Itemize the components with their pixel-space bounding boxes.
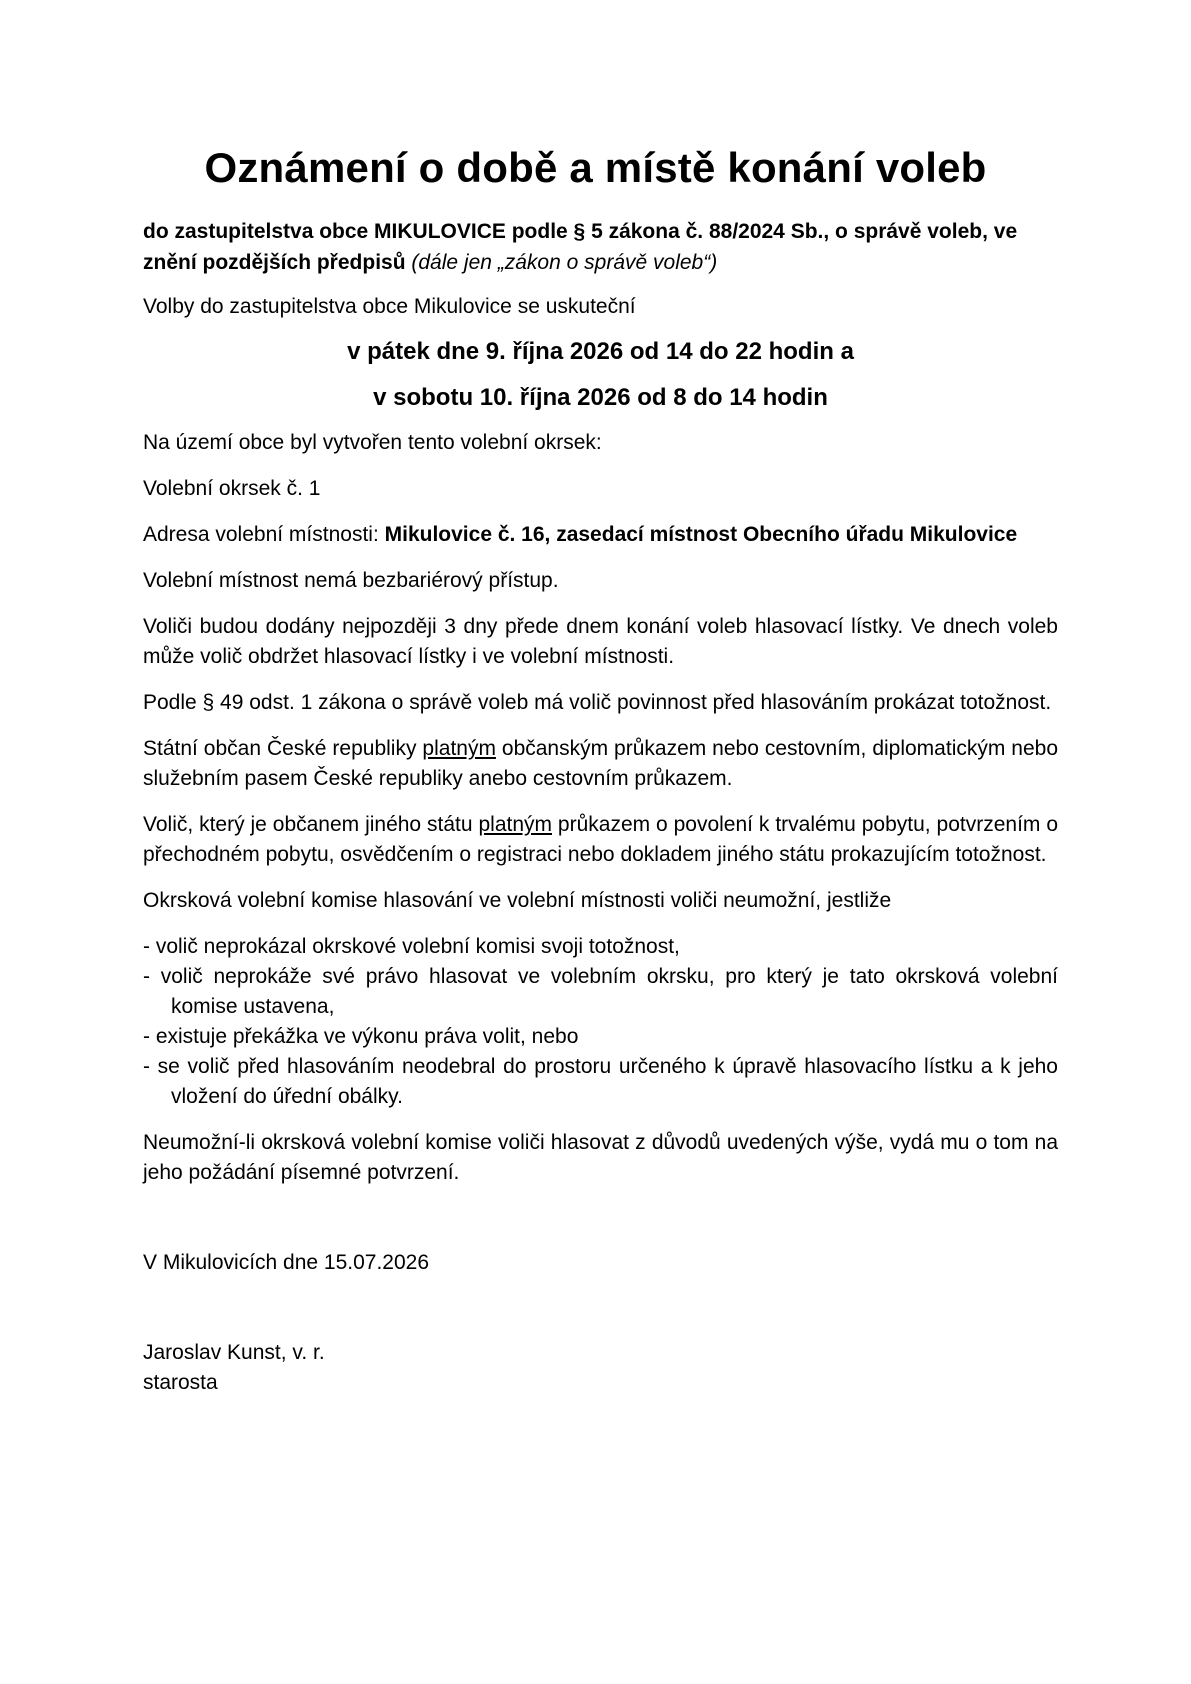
election-date-saturday: v sobotu 10. října 2026 od 8 do 14 hodin (373, 384, 828, 411)
district-intro: Na území obce byl vytvořen tento volební okrsek: (143, 431, 602, 454)
list-item: - volič neprokáže své právo hlasovat ve volebním okrsku, pro který je tato okrsková volební komise ustavena, (143, 965, 1058, 1018)
polling-address (143, 520, 1058, 550)
accessibility-note: Volební místnost nemá bezbariérový přístup. (143, 569, 559, 592)
polling-address-label: Adresa volební místnosti: (143, 523, 385, 546)
place-and-date: V Mikulovicích dne 15.07.2026 (143, 1251, 430, 1274)
foreigner-id-after: průkazem o povolení k trvalému pobytu, potvrzením o přechodném pobytu, osvědčením o registraci nebo dokladem jiného státu prokazujícím totožnost. (143, 813, 1059, 866)
district-name: Volební okrsek č. 1 (143, 477, 321, 500)
foreigner-id-before: Volič, který je občanem jiného státu (143, 813, 479, 836)
polling-address-value: Mikulovice č. 16, zasedací místnost Obecního úřadu Mikulovice (384, 523, 1018, 546)
document-subtitle (143, 216, 1058, 278)
identity-rule: Podle § 49 odst. 1 zákona o správě voleb má volič povinnost před hlasováním prokázat totožnost. (143, 691, 1052, 714)
election-intro: Volby do zastupitelstva obce Mikulovice se uskuteční (143, 295, 636, 318)
citizen-id-after: občanským průkazem nebo cestovním, diplomatickým nebo služebním pasem České republiky anebo cestovním průkazem. (143, 737, 1059, 790)
confirmation-note: Neumožní-li okrsková volební komise voliči hlasovat z důvodů uvedených výše, vydá mu o tom na jeho požádání písemné potvrzení. (143, 1131, 1058, 1184)
citizen-id-underlined: platným (422, 737, 496, 760)
list-item: - se volič před hlasováním neodebral do prostoru určeného k úpravě hlasovacího lístku a k jeho vložení do úřední obálky. (143, 1055, 1058, 1108)
signature-role: starosta (143, 1371, 218, 1394)
signature-block (143, 1338, 1058, 1398)
subtitle-italic-note: (dále jen „zákon o správě voleb“) (411, 251, 718, 274)
document-title: Oznámení o době a místě konání voleb (204, 144, 987, 191)
list-item: - volič neprokázal okrskové volební komisi svoji totožnost, (143, 935, 680, 958)
refusal-conditions-list (143, 932, 1058, 1112)
document-body (143, 216, 1058, 1398)
foreigner-id-rule (143, 810, 1058, 870)
citizen-id-rule (143, 734, 1058, 794)
ballots-note: Voliči budou dodány nejpozději 3 dny přede dnem konání voleb hlasovací lístky. Ve dnech voleb může volič obdržet hlasovací lístky i ve volební místnosti. (143, 615, 1058, 668)
list-item: - existuje překážka ve výkonu práva volit, nebo (143, 1025, 579, 1048)
citizen-id-before: Státní občan České republiky (143, 737, 423, 760)
signature-name: Jaroslav Kunst, v. r. (143, 1341, 325, 1364)
foreigner-id-underlined: platným (478, 813, 552, 836)
refusal-intro: Okrsková volební komise hlasování ve volební místnosti voliči neumožní, jestliže (143, 889, 892, 912)
subtitle-bold-text: do zastupitelstva obce MIKULOVICE podle § 5 zákona č. 88/2024 Sb., o správě voleb, ve znění pozdějších předpisů (143, 220, 1018, 274)
election-date-friday: v pátek dne 9. října 2026 od 14 do 22 hodin a (347, 338, 854, 365)
